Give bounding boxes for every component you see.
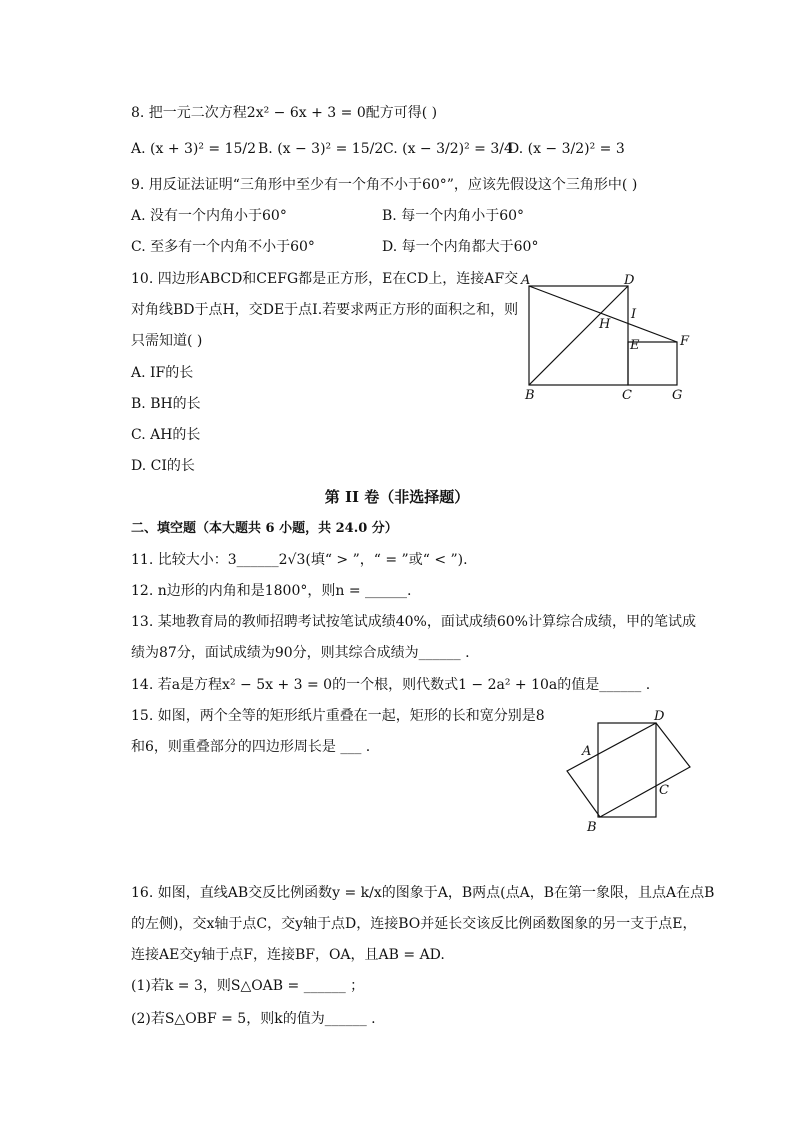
q15-rectangles-figure [560, 705, 700, 835]
q13-line-1: 13. 某地教育局的教师招聘考试按笔试成绩40%，面试成绩60%计算综合成绩，甲的笔试成 [131, 614, 696, 630]
q16-line-3: 连接AE交y轴于点F，连接BF，OA，且AB = AD. [131, 947, 445, 963]
q10-option-d: D. CI的长 [131, 458, 195, 474]
q10-line-af [529, 286, 677, 342]
q15-label-d: D [654, 709, 665, 724]
q9-option-a: A. 没有一个内角小于60° [131, 208, 287, 224]
q8-option-b: B. (x − 3)² = 15/2 [258, 141, 384, 157]
q16-line-1: 16. 如图，直线AB交反比例函数y = k/x的图象于A，B两点(点A，B在第一象限，且点A在点B [131, 885, 715, 901]
q9-option-d: D. 每一个内角都大于60° [382, 239, 539, 255]
q15-line-2: 和6，则重叠部分的四边形周长是 ___ . [131, 739, 371, 755]
q10-label-b: B [525, 388, 535, 403]
q10-label-h: H [599, 317, 611, 332]
q10-stem-line-2: 对角线BD于点H，交DE于点I.若要求两正方形的面积之和，则 [131, 302, 519, 318]
q9-option-b: B. 每一个内角小于60° [382, 208, 525, 224]
q10-stem-line-3: 只需知道( ) [131, 333, 203, 349]
q10-label-e: E [630, 338, 640, 353]
q10-square-figure [515, 268, 695, 408]
q14-text: 14. 若a是方程x² − 5x + 3 = 0的一个根，则代数式1 − 2a² + 10a的值是______ . [131, 677, 651, 693]
q10-label-c: C [622, 388, 632, 403]
q10-label-g: G [672, 388, 683, 403]
q8-stem: 8. 把一元二次方程2x² − 6x + 3 = 0配方可得( ) [131, 105, 438, 121]
q13-line-2: 绩为87分，面试成绩为90分，则其综合成绩为______ . [131, 645, 470, 661]
q10-label-f: F [680, 334, 690, 349]
q9-stem: 9. 用反证法证明“三角形中至少有一个角不小于60°”，应该先假设这个三角形中( ) [131, 177, 638, 193]
q15-rectangle-tilted [567, 723, 690, 817]
q10-label-i: I [631, 307, 637, 322]
q16-part-1: (1)若k = 3，则S△OAB = ______ ； [131, 978, 365, 994]
q10-diagonal-bd [529, 286, 628, 385]
q9-option-c: C. 至多有一个内角不小于60° [131, 239, 315, 255]
q15-label-b: B [587, 820, 597, 835]
q12-text: 12. n边形的内角和是1800°，则n = ______. [131, 583, 412, 599]
q8-option-c: C. (x − 3/2)² = 3/4 [383, 141, 513, 157]
q10-stem-line-1: 10. 四边形ABCD和CEFG都是正方形，E在CD上，连接AF交 [131, 271, 519, 287]
q8-option-d: D. (x − 3/2)² = 3 [508, 141, 625, 157]
q8-option-a: A. (x + 3)² = 15/2 [131, 141, 257, 157]
section-2-title: 第 II 卷（非选择题） [324, 488, 470, 506]
q15-label-c: C [659, 783, 669, 798]
q10-option-b: B. BH的长 [131, 396, 201, 412]
q16-line-2: 的左侧)，交x轴于点C，交y轴于点D，连接BO并延长交该反比例函数图象的另一支于点E， [131, 916, 697, 932]
q10-label-a: A [521, 273, 531, 288]
q10-label-d: D [624, 273, 635, 288]
q15-line-1: 15. 如图，两个全等的矩形纸片重叠在一起，矩形的长和宽分别是8 [131, 708, 545, 724]
q10-option-c: C. AH的长 [131, 427, 201, 443]
q15-label-a: A [582, 744, 592, 759]
q16-part-2: (2)若S△OBF = 5，则k的值为______ . [131, 1011, 376, 1027]
q10-option-a: A. IF的长 [131, 365, 194, 381]
q11-text: 11. 比较大小：3______2√3(填“ > ”，“ = ”或“ < ”). [131, 552, 468, 568]
section-2-heading: 二、填空题（本大题共 6 小题，共 24.0 分） [131, 521, 398, 536]
q15-rectangle-vertical [598, 723, 656, 817]
